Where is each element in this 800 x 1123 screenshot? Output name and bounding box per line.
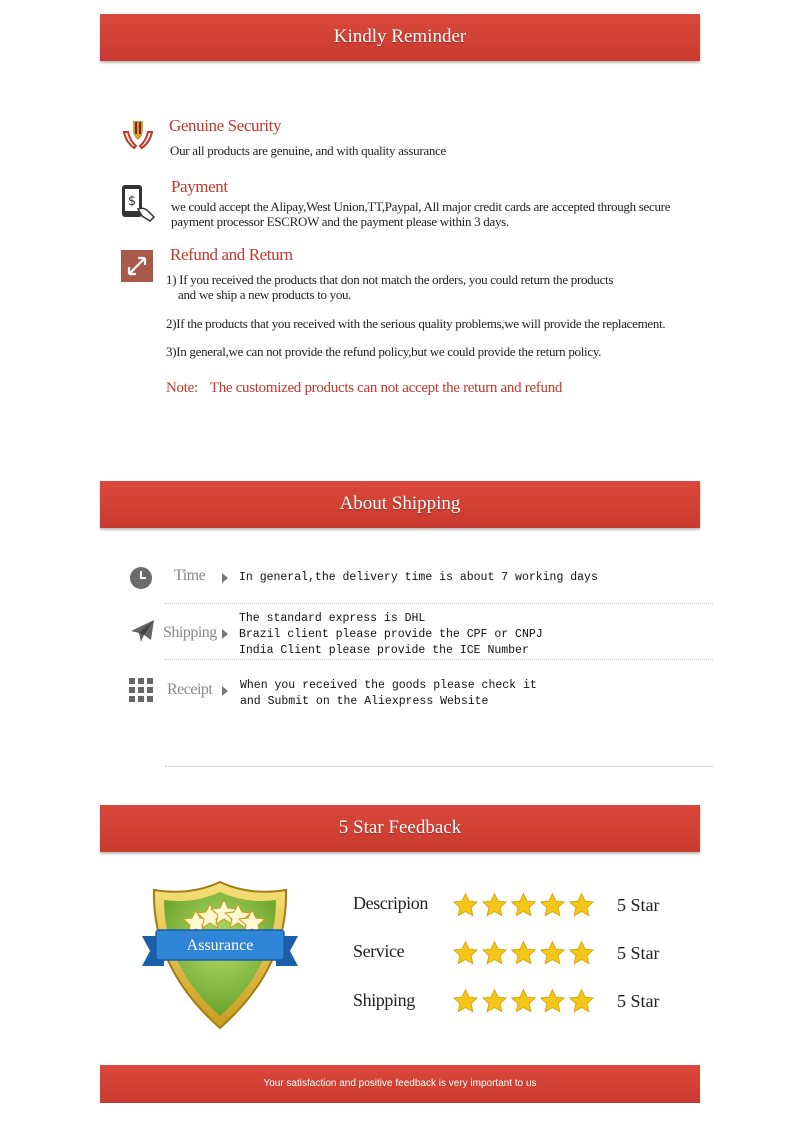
grid-icon (129, 678, 153, 702)
star-feedback-title: 5 Star Feedback (338, 817, 462, 838)
refund-return-title: Refund and Return (170, 245, 293, 264)
service-stars (452, 940, 595, 967)
refund-p2: 2)If the products that you received with the serious quality problems,we will provide the replacement. (166, 316, 666, 331)
genuine-security-title: Genuine Security (169, 116, 282, 135)
shipping-feedback-label: Shipping (353, 990, 415, 1010)
payment-line1: we could accept the Alipay,West Union,TT,Paypal, All major credit cards are accepted through secure (171, 199, 671, 214)
clock-icon (129, 566, 153, 590)
time-arrow-icon (222, 573, 228, 583)
service-label: Service (353, 941, 405, 961)
hands-shield-icon (121, 118, 155, 152)
divider (165, 659, 713, 660)
star-icon (510, 940, 537, 967)
star-icon (568, 892, 595, 919)
about-shipping-banner (100, 481, 700, 528)
star-icon (510, 988, 537, 1015)
shipping-method-label: Shipping (163, 624, 217, 641)
shipping-arrow-icon (222, 629, 228, 639)
footer-banner (100, 1065, 700, 1103)
kindly-reminder-banner (100, 14, 700, 61)
assurance-text: Assurance (186, 937, 254, 954)
note-label: Note: (166, 380, 198, 396)
star-icon (539, 892, 566, 919)
star-icon (481, 988, 508, 1015)
shipping-line3: India Client please provide the ICE Number (239, 644, 529, 657)
note (166, 380, 562, 397)
description-value: 5 Star (617, 895, 660, 915)
refund-p1-line1: 1) If you received the products that don not match the orders, you could return the products (166, 272, 614, 287)
divider (165, 603, 713, 604)
star-icon (452, 892, 479, 919)
note-text: The customized products can not accept the return and refund (209, 380, 563, 396)
star-icon (452, 940, 479, 967)
receipt-line2: and Submit on the Aliexpress Website (240, 695, 489, 708)
shipping-line1: The standard express is DHL (239, 612, 426, 625)
shipping-stars (452, 988, 595, 1015)
time-label: Time (174, 567, 206, 584)
description-stars (452, 892, 595, 919)
star-feedback-banner (100, 805, 700, 852)
phone-payment-icon (120, 183, 156, 223)
payment-title: Payment (171, 177, 228, 196)
star-icon (481, 940, 508, 967)
about-shipping-title: About Shipping (339, 493, 461, 514)
star-icon (481, 892, 508, 919)
genuine-security-text: Our all products are genuine, and with quality assurance (170, 143, 446, 158)
kindly-reminder-title: Kindly Reminder (333, 26, 467, 47)
star-icon (568, 940, 595, 967)
assurance-badge (140, 878, 300, 1033)
payment-line2: payment processor ESCROW and the payment please within 3 days. (171, 214, 509, 229)
description-label: Descripion (353, 893, 428, 913)
star-icon (539, 988, 566, 1015)
expand-arrow-icon (121, 250, 153, 282)
star-icon (539, 940, 566, 967)
shipping-feedback-value: 5 Star (617, 991, 660, 1011)
receipt-label: Receipt (167, 681, 213, 698)
time-text: In general,the delivery time is about 7 working days (239, 571, 598, 584)
airplane-icon (128, 618, 156, 646)
svg-text:$: $ (127, 194, 137, 209)
star-icon (568, 988, 595, 1015)
refund-p1-line2: and we ship a new products to you. (178, 287, 352, 302)
service-value: 5 Star (617, 943, 660, 963)
receipt-arrow-icon (222, 686, 228, 696)
divider (165, 766, 713, 767)
star-icon (452, 988, 479, 1015)
footer-text: Your satisfaction and positive feedback is very important to us (263, 1078, 537, 1089)
shipping-line2: Brazil client please provide the CPF or CNPJ (239, 628, 543, 641)
receipt-line1: When you received the goods please check it (240, 679, 537, 692)
star-icon (510, 892, 537, 919)
refund-p3: 3)In general,we can not provide the refund policy,but we could provide the return policy. (166, 344, 602, 359)
